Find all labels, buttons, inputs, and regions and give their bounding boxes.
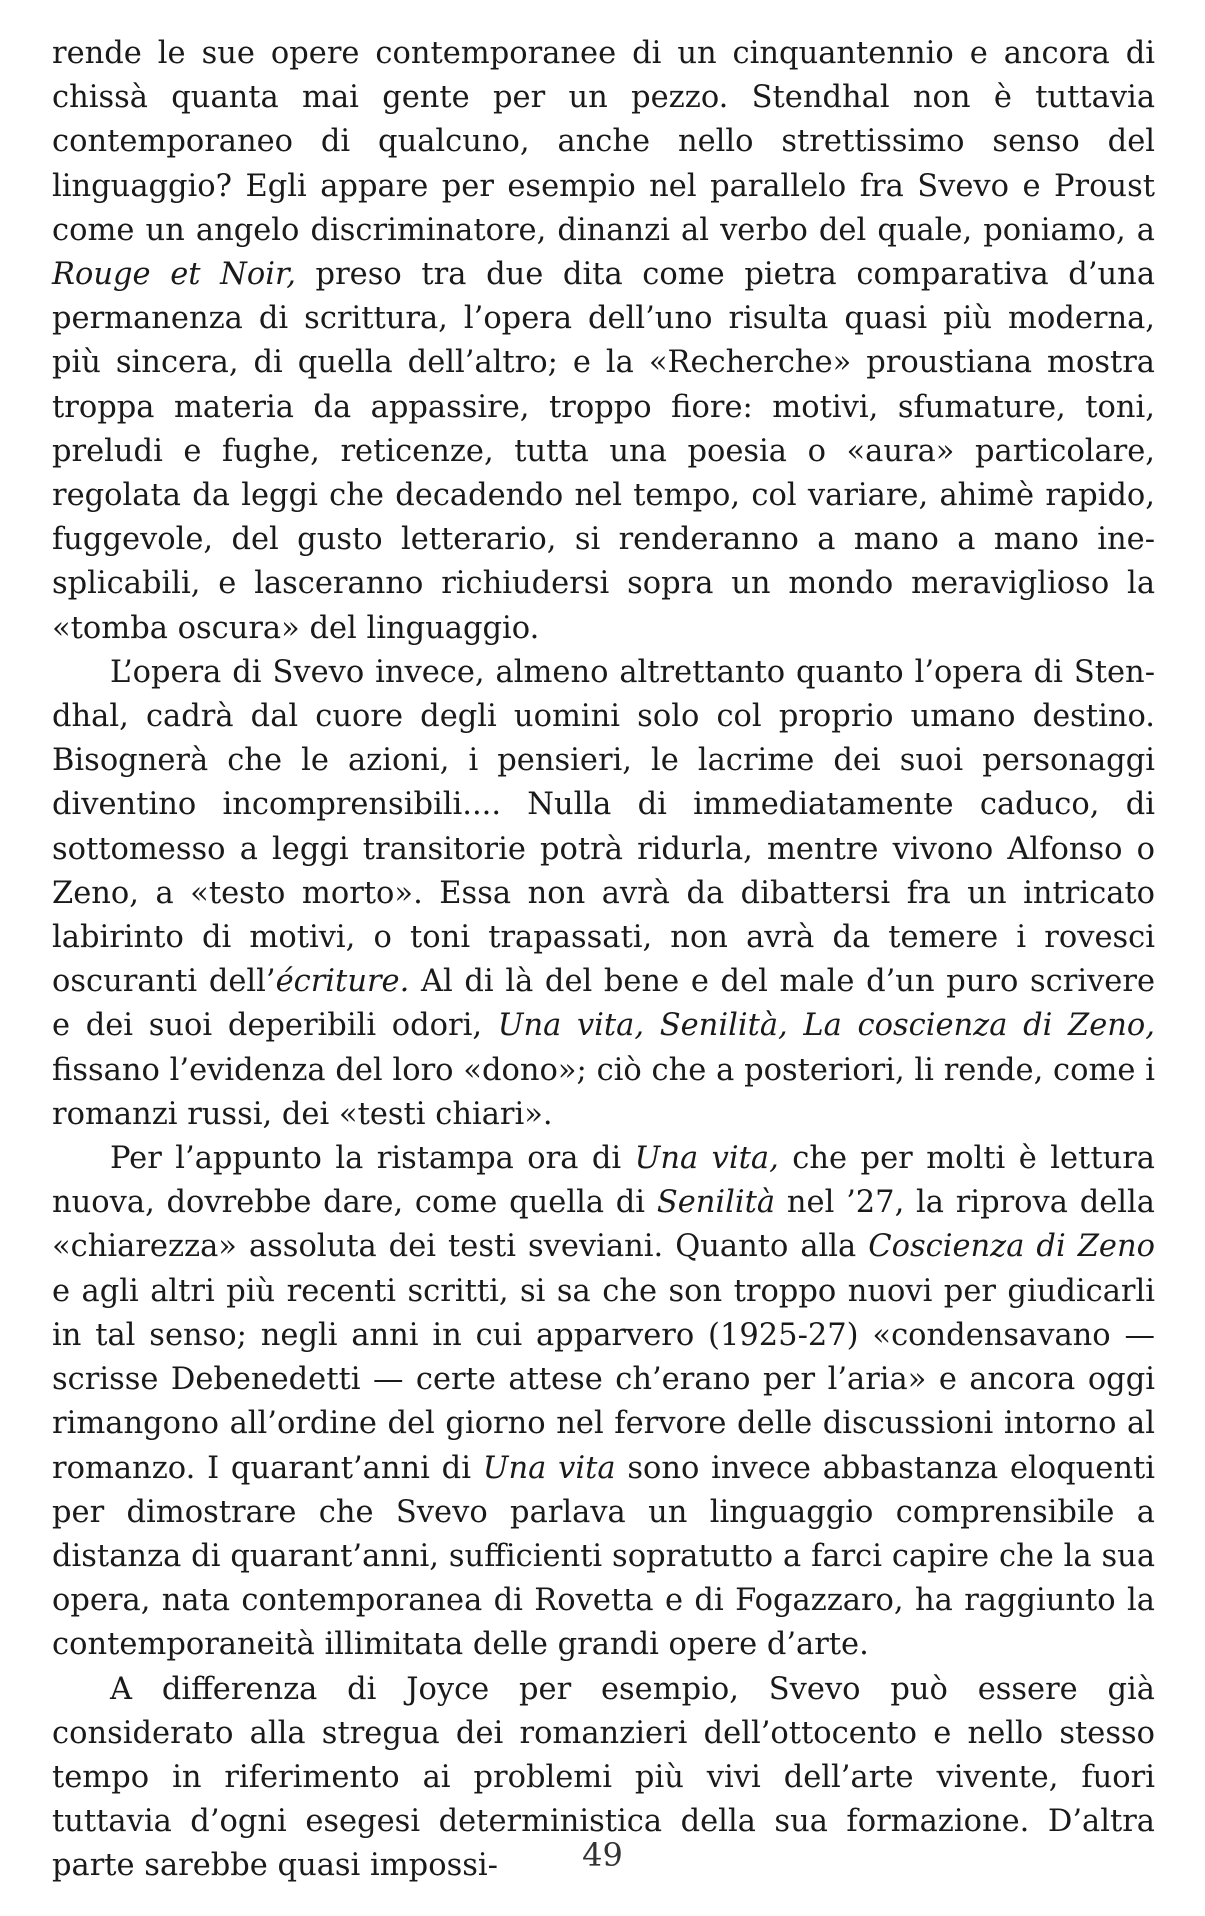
italic-title-una-vita: Una vita, <box>634 1141 779 1177</box>
italic-ecriture: écriture. <box>275 964 410 1000</box>
text-run: Al di là del bene e del male d’un puro scrivere e dei suoi deperibili odori, <box>52 964 1155 1044</box>
text-run: L’opera di Svevo invece, almeno altrettanto quanto l’opera di Stendhal, cadrà dal cuore degli uomini solo col proprio umano destino. Bisognerà che le azioni, i pensieri, le lacrime dei suoi personaggi diventino incomprensibili.... Nulla di immediatamente caduco, di sottomesso a leggi transitorie potrà ridurla, mentre vivono Alfonso o Zeno, a «testo morto». Essa non avrà da dibattersi fra un intricato labirinto di motivi, o toni trapassati, non avrà da temere i rovesci oscuranti dell’ <box>52 654 1155 1000</box>
text-run: sono invece abbastanza eloquenti per dimostrare che Svevo parlava un linguaggio comprensibile a distanza di quarant’anni, sufficienti sopratutto a farci capire che la sua opera, nata contemporanea di Rovetta e di Fogazzaro, ha raggiunto la contemporaneità illimitata delle grandi opere d’arte. <box>52 1450 1155 1663</box>
text-run: Per l’appunto la ristampa ora di <box>110 1141 635 1177</box>
text-run: A differenza di Joyce per esempio, Svevo può essere già considerato alla stregua dei romanzieri dell’ottocento e nello stesso tempo in riferimento ai problemi più vivi dell’arte vivente, fuori tuttavia d’ogni esegesi deterministica della sua formazione. D’altra parte sarebbe quasi impossi- <box>52 1671 1155 1884</box>
italic-title-una-vita: Una vita <box>482 1450 616 1486</box>
text-run: che per molti è lettura nuova, dovrebbe dare, come quella di <box>52 1141 1155 1221</box>
page-number: 49 <box>582 1836 623 1874</box>
italic-title-coscienza: Coscienza di Zeno <box>868 1229 1155 1265</box>
text-run: fissano l’evidenza del loro «dono»; ciò che a posteriori, li rende, come i romanzi russi, dei «testi chiari». <box>52 1052 1155 1132</box>
italic-title-senilita: Senilità <box>656 1185 776 1221</box>
italic-title-rouge-et-noir: Rouge et Noir, <box>52 257 296 293</box>
text-run: rende le sue opere contemporanee di un cinquantennio e ancora di chissà quanta mai gente per un pezzo. Stendhal non è tuttavia contemporaneo di qualcuno, anche nello strettissimo senso del linguaggio? Egli appare per esempio nel parallelo fra Svevo e Proust come un angelo discriminatore, dinanzi al verbo del quale, poniamo, a <box>52 36 1155 248</box>
paragraph-3 <box>52 1137 1155 1667</box>
italic-titles: Una vita, Senilità, La coscienza di Zeno, <box>497 1008 1155 1044</box>
text-run: nel ’27, la riprova della «chiarezza» assoluta dei testi sveviani. Quanto alla <box>52 1185 1155 1265</box>
paragraph-1 <box>52 32 1155 651</box>
page-body <box>52 32 1155 1889</box>
text-run: e agli altri più recenti scritti, si sa che son troppo nuovi per giudicarli in tal senso; negli anni in cui apparvero (1925-27) «condensavano — scrisse Debenedetti — certe attese ch’erano per l’aria» e ancora oggi rimangono all’ordine del giorno nel fervore delle discussioni intorno al romanzo. I quarant’anni di <box>52 1273 1155 1486</box>
paragraph-2 <box>52 651 1155 1137</box>
text-run: preso tra due dita come pietra comparativa d’una permanenza di scrittura, l’opera dell’uno risulta quasi più moderna, più sincera, di quella dell’altro; e la «Recherche» proustiana mostra troppa materia da appassire, troppo fiore: motivi, sfumature, toni, preludi e fughe, reticenze, tutta una poesia o «aura» particolare, regolata da leggi che decadendo nel tempo, col variare, ahimè rapido, fuggevole, del gusto letterario, si renderanno a mano a mano inesplicabili, e lasceranno richiudersi sopra un mondo meraviglioso la «tomba oscura» del linguaggio. <box>52 257 1155 646</box>
